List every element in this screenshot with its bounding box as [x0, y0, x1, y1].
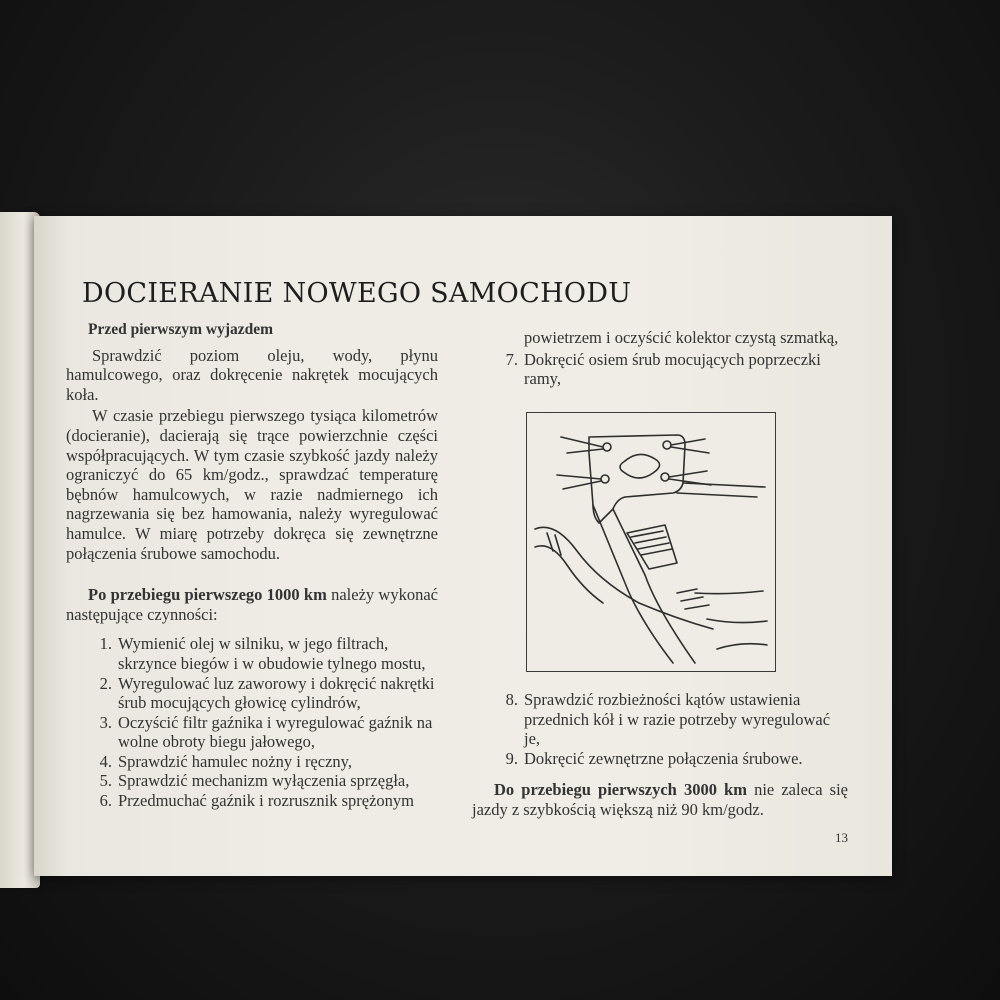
lead-rest: należy wykonać następujące czynności:	[66, 585, 438, 624]
list-item-number: 7.	[505, 349, 518, 369]
list-item-text: Sprawdzić mechanizm wyłączenia sprzęgła,	[118, 771, 410, 791]
maintenance-list-right-top	[472, 350, 848, 389]
list-item	[66, 713, 438, 752]
list-item-number: 4.	[99, 751, 112, 771]
list-item	[472, 690, 848, 749]
frame-illustration-svg	[527, 413, 775, 671]
right-column-top	[472, 328, 848, 389]
list-item-number: 2.	[99, 673, 112, 693]
list-item-text: Dokręcić osiem śrub mocujących poprzeczki ramy,	[524, 349, 821, 389]
list-item	[66, 791, 438, 811]
right-column-bottom	[472, 690, 848, 820]
list-item	[66, 634, 438, 673]
list-item	[472, 350, 848, 389]
list-item-number: 3.	[99, 712, 112, 732]
list-item-text: Sprawdzić rozbieżności kątów ustawienia przednich kół i w razie potrzeby wyregulować je,	[524, 690, 831, 749]
list-item-number: 5.	[99, 771, 112, 791]
list-item-text: Wymienić olej w silniku, w jego filtrach, skrzynce biegów i w obudowie tylnego mostu,	[118, 634, 426, 673]
page-title: DOCIERANIE NOWEGO SAMOCHODU	[82, 278, 632, 309]
list-item-number: 1.	[99, 634, 112, 654]
frame-crossmember-illustration	[526, 412, 776, 672]
list-item-text: Oczyścić filtr gaźnika i wyregulować gaźnik na wolne obroty biegu jałowego,	[118, 712, 433, 752]
intro-paragraph: Sprawdzić poziom oleju, wody, płynu hamulcowego, oraz dokręcenie nakrętek mocujących koła.	[66, 345, 438, 404]
break-in-paragraph: W czasie przebiegu pierwszego tysiąca kilometrów (docieranie), dacierają się trące powierzchnie części współpracujących. W tym czasie szybkość jazdy należy ograniczyć do 65 km/godz., sprawdzać temperaturę bębnów hamulcowych, w razie nadmiernego ich nagrzewania się bez hamowania, należy wyregulować hamulce. W miarę potrzeby dokręca się zewnętrzne połączenia śrubowe samochodu.	[66, 406, 438, 563]
maintenance-list-right-bottom	[472, 690, 848, 768]
list-item-number: 8.	[505, 690, 518, 709]
after-1000km-lead	[66, 585, 438, 624]
closing-bold: Do przebiegu pierwszych 3000 km	[494, 780, 747, 800]
page-number: 13	[835, 830, 848, 845]
list-item-number: 9.	[505, 748, 518, 768]
list-item	[66, 771, 438, 791]
manual-page	[34, 216, 892, 876]
list-item-text: Dokręcić zewnętrzne połączenia śrubowe.	[524, 748, 803, 768]
list-item-text: Wyregulować luz zaworowy i dokręcić nakrętki śrub mocujących głowicę cylindrów,	[118, 673, 435, 713]
left-column	[66, 320, 438, 811]
list-item-text: Przedmuchać gaźnik i rozrusznik sprężonym	[118, 791, 414, 811]
closing-rest: nie zaleca się jazdy z szybkością większą niż 90 km/godz.	[472, 780, 848, 819]
list-item-text: Sprawdzić hamulec nożny i ręczny,	[118, 751, 352, 771]
list-item	[66, 752, 438, 772]
list-item-number: 6.	[99, 791, 112, 811]
list-item	[472, 749, 848, 769]
maintenance-list-left	[66, 634, 438, 810]
list-item	[66, 674, 438, 713]
section-subheading: Przed pierwszym wyjazdem	[88, 321, 274, 338]
closing-paragraph	[472, 780, 848, 819]
lead-bold: Po przebiegu pierwszego 1000 km	[88, 585, 327, 605]
list-continuation: powietrzem i oczyścić kolektor czystą szmatką,	[524, 328, 839, 347]
